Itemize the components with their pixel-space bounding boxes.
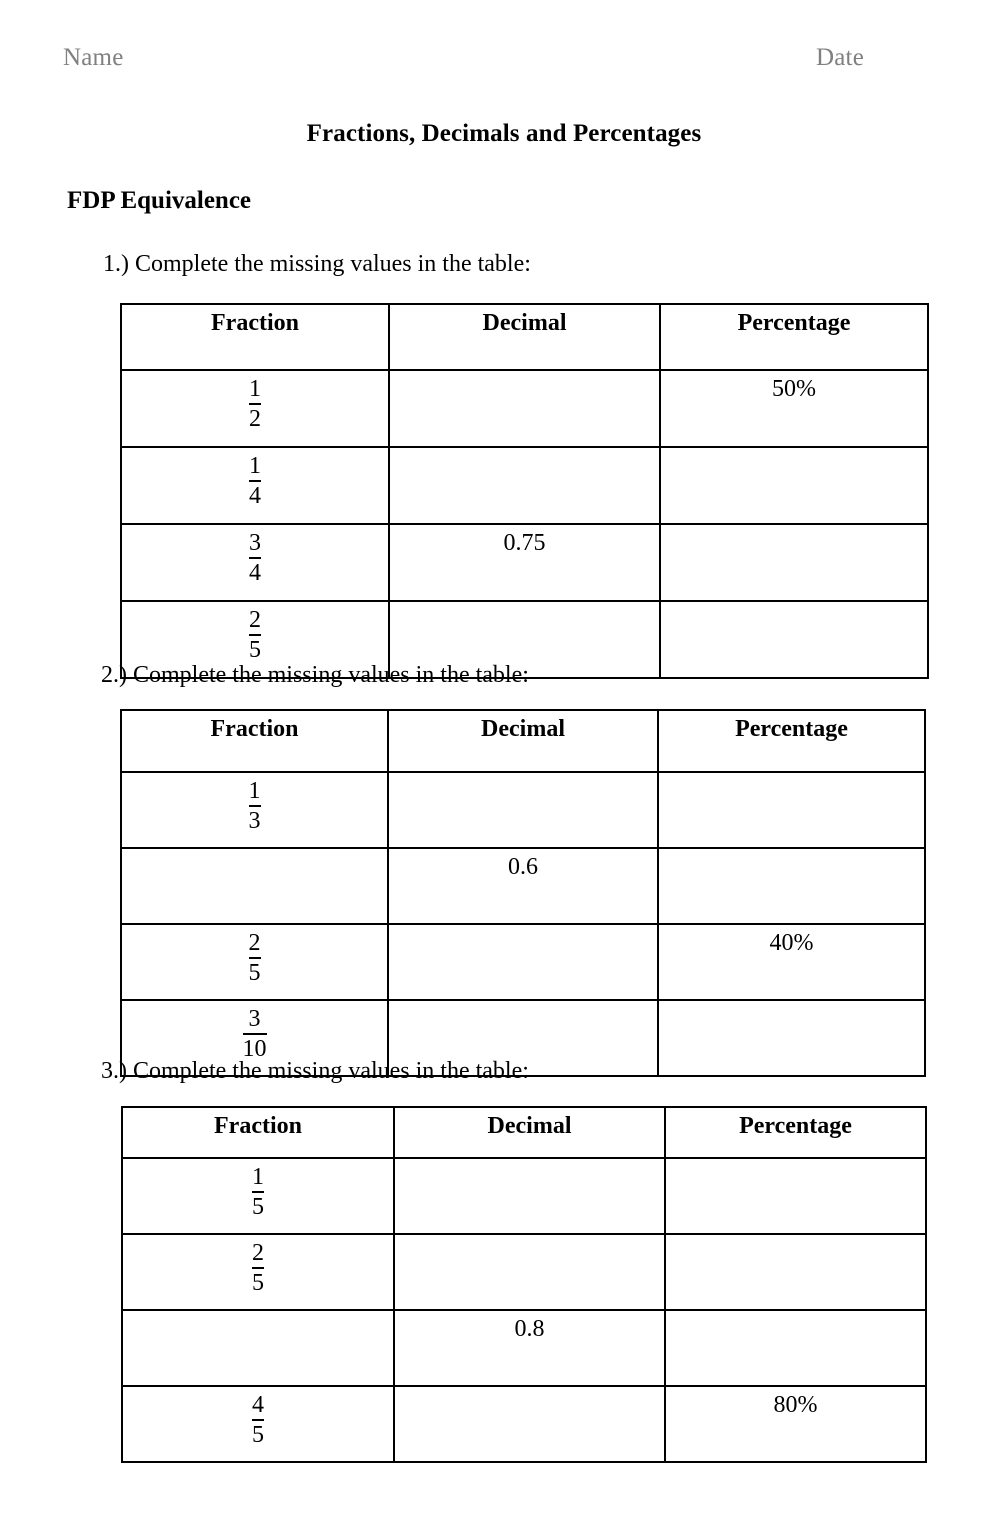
fraction-numerator: 4 [252,1392,264,1418]
decimal-cell[interactable]: 0.6 [388,848,658,924]
decimal-cell[interactable] [394,1234,665,1310]
decimal-cell[interactable]: 0.75 [389,524,660,601]
question-1-prompt: 1.) Complete the missing values in the table: [103,251,531,277]
table-row [121,924,925,1000]
decimal-cell[interactable] [389,370,660,447]
percentage-cell[interactable] [658,848,925,924]
percentage-cell[interactable] [660,601,928,678]
table-row [122,1158,926,1234]
table-row [122,1386,926,1462]
fraction-denominator: 5 [252,1419,264,1448]
fraction-denominator: 4 [249,480,261,509]
column-header-percentage: Percentage [658,710,925,772]
fraction-numerator: 1 [248,778,261,804]
table-row [122,1310,926,1386]
fraction-numerator: 1 [252,1164,264,1190]
fraction-numerator: 3 [249,530,261,556]
fraction-glyph [249,454,261,510]
fraction-glyph [252,1165,264,1221]
fdp-table-1 [120,303,929,679]
fraction-cell[interactable] [121,924,388,1000]
decimal-cell[interactable] [394,1158,665,1234]
column-header-decimal: Decimal [394,1107,665,1158]
column-header-fraction: Fraction [121,710,388,772]
fraction-numerator: 1 [249,376,261,402]
decimal-cell[interactable]: 0.8 [394,1310,665,1386]
fraction-glyph [252,1241,264,1297]
table-row [121,524,928,601]
percentage-cell[interactable] [660,524,928,601]
percentage-cell[interactable] [665,1310,926,1386]
fraction-denominator: 5 [249,957,261,986]
fraction-glyph [249,531,261,587]
table-row [121,447,928,524]
section-title: FDP Equivalence [67,187,252,214]
fdp-table-2 [120,709,926,1077]
table-row [121,370,928,447]
question-3-prompt: 3.) Complete the missing values in the table: [101,1058,529,1084]
fraction-numerator: 2 [252,1240,264,1266]
fraction-denominator: 5 [252,1191,264,1220]
fraction-denominator: 5 [249,634,261,663]
percentage-cell[interactable] [658,772,925,848]
fraction-cell[interactable] [121,772,388,848]
fraction-numerator: 3 [248,1006,261,1032]
question-2-prompt: 2.) Complete the missing values in the table: [101,662,529,688]
date-field-label: Date [816,44,864,71]
name-field-label: Name [63,44,124,71]
percentage-cell[interactable] [658,1000,925,1076]
fraction-denominator: 5 [252,1267,264,1296]
column-header-fraction: Fraction [121,304,389,370]
percentage-cell[interactable] [660,447,928,524]
fraction-cell[interactable] [121,447,389,524]
fraction-glyph [249,779,261,835]
table-row [121,848,925,924]
fraction-denominator: 2 [249,403,261,432]
fraction-glyph [252,1393,264,1449]
fraction-glyph [249,931,261,987]
fraction-glyph [249,608,261,664]
page-title: Fractions, Decimals and Percentages [306,120,702,147]
fraction-cell[interactable] [122,1234,394,1310]
decimal-cell[interactable] [388,924,658,1000]
column-header-percentage: Percentage [665,1107,926,1158]
percentage-cell[interactable] [665,1158,926,1234]
fraction-glyph [249,377,261,433]
column-header-decimal: Decimal [388,710,658,772]
decimal-cell[interactable] [388,772,658,848]
percentage-cell[interactable] [665,1234,926,1310]
fraction-cell[interactable] [121,848,388,924]
fraction-numerator: 2 [248,930,261,956]
table-header-row [121,710,925,772]
table-row [121,772,925,848]
fraction-denominator: 10 [243,1033,267,1062]
fraction-denominator: 4 [249,557,261,586]
percentage-cell[interactable]: 80% [665,1386,926,1462]
fraction-cell[interactable] [121,524,389,601]
decimal-cell[interactable] [394,1386,665,1462]
column-header-fraction: Fraction [122,1107,394,1158]
table-header-row [122,1107,926,1158]
fraction-denominator: 3 [249,805,261,834]
column-header-percentage: Percentage [660,304,928,370]
fraction-cell[interactable] [122,1158,394,1234]
column-header-decimal: Decimal [389,304,660,370]
decimal-cell[interactable] [389,447,660,524]
percentage-cell[interactable]: 50% [660,370,928,447]
fraction-numerator: 2 [249,607,261,633]
fraction-glyph [243,1007,267,1063]
fraction-numerator: 1 [249,453,261,479]
table-row [122,1234,926,1310]
table-header-row [121,304,928,370]
fraction-cell[interactable] [122,1310,394,1386]
percentage-cell[interactable]: 40% [658,924,925,1000]
fdp-table-3 [121,1106,927,1463]
fraction-cell[interactable] [122,1386,394,1462]
fraction-cell[interactable] [121,370,389,447]
